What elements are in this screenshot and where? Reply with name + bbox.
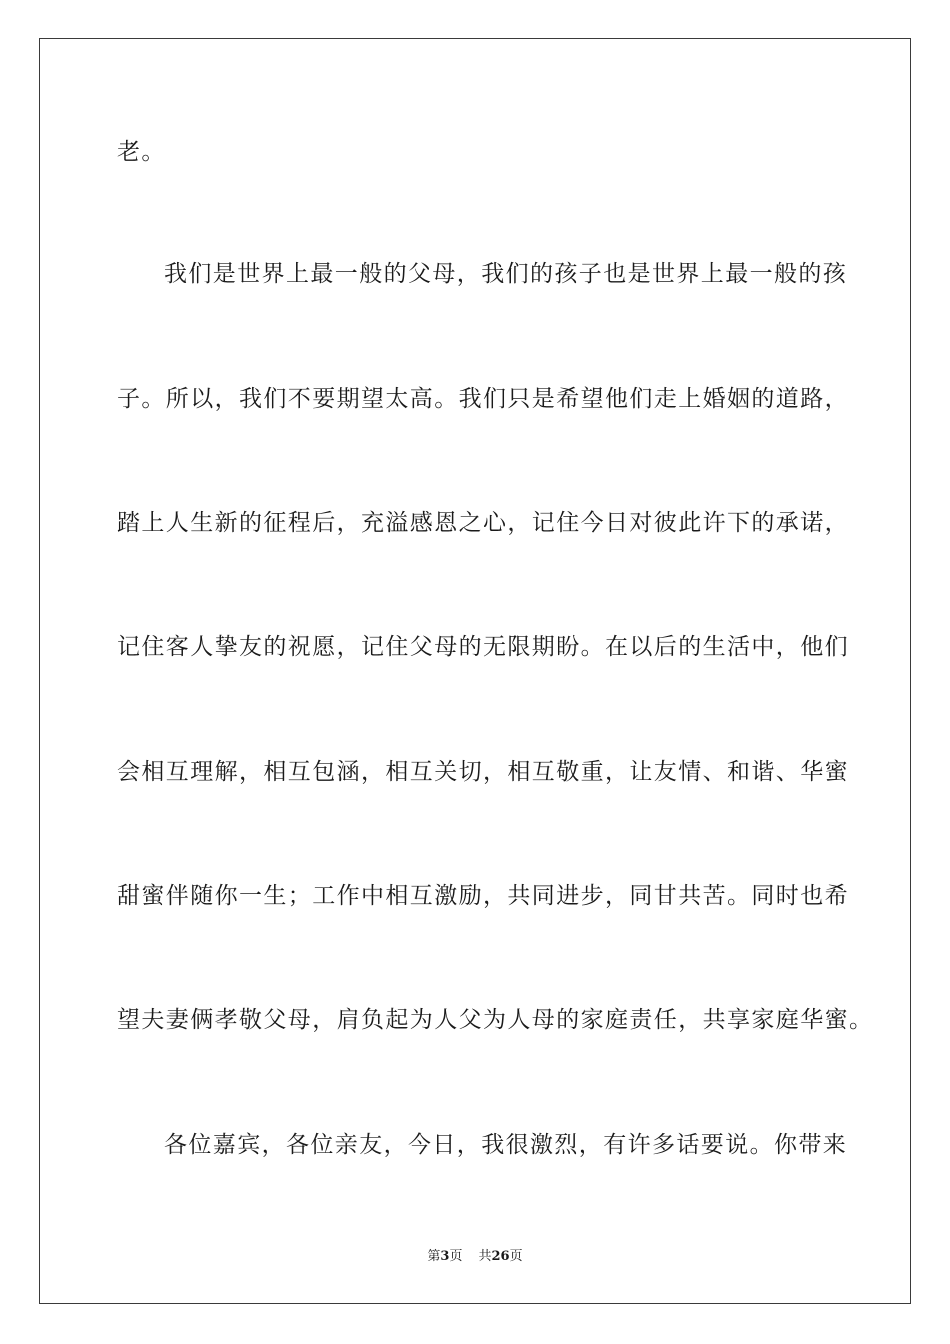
text-line-2: 我们是世界上最一般的父母，我们的孩子也是世界上最一般的孩	[164, 261, 848, 287]
page-suffix: 页	[449, 1249, 463, 1264]
page-frame	[39, 38, 911, 1304]
total-prefix: 共	[478, 1249, 492, 1264]
text-line-9: 各位嘉宾，各位亲友，今日，我很激烈，有许多话要说。你带来	[164, 1132, 848, 1158]
page-footer	[0, 1248, 950, 1266]
text-line-4: 踏上人生新的征程后，充溢感恩之心，记住今日对彼此许下的承诺，	[117, 510, 849, 536]
text-line-5: 记住客人挚友的祝愿，记住父母的无限期盼。在以后的生活中，他们	[117, 634, 849, 660]
page-number: 3	[440, 1249, 450, 1264]
total-suffix: 页	[509, 1249, 523, 1264]
text-line-6: 会相互理解，相互包涵，相互关切，相互敬重，让友情、和谐、华蜜	[117, 759, 849, 785]
page-prefix: 第	[427, 1249, 441, 1264]
text-line-1: 老。	[117, 139, 166, 165]
text-line-7: 甜蜜伴随你一生；工作中相互激励，共同进步，同甘共苦。同时也希	[117, 883, 849, 909]
text-line-8: 望夫妻俩孝敬父母，肩负起为人父为人母的家庭责任，共享家庭华蜜。	[117, 1007, 874, 1033]
text-line-3: 子。所以，我们不要期望太高。我们只是希望他们走上婚姻的道路，	[117, 386, 849, 412]
total-pages: 26	[491, 1249, 510, 1264]
